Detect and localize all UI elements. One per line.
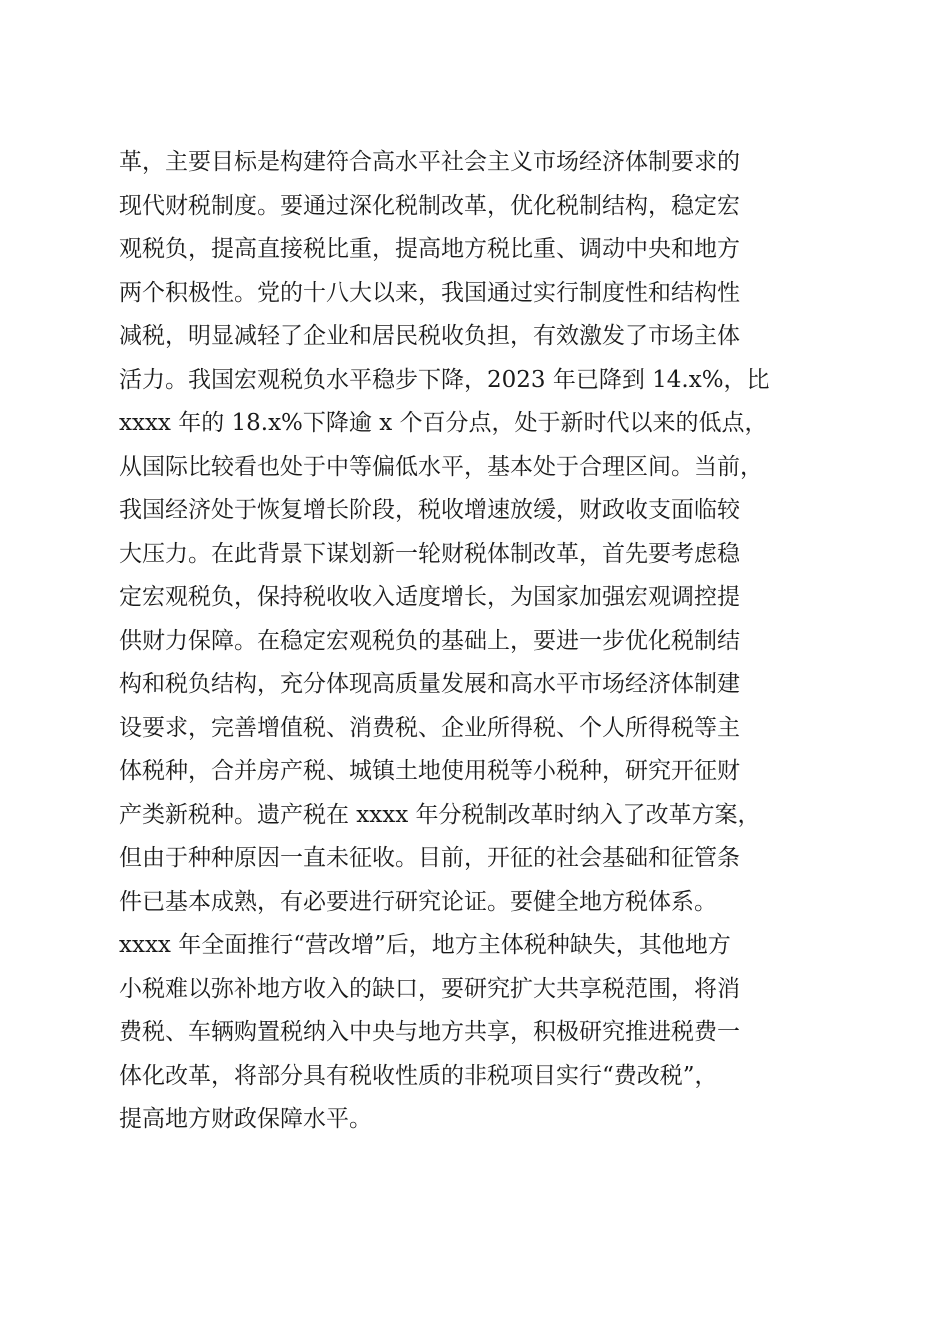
text-line: 提高地方财政保障水平。 [119, 1106, 372, 1132]
text-line: 减税，明显减轻了企业和居民税收负担，有效激发了市场主体 [119, 323, 740, 349]
text-line: 大压力。在此背景下谋划新一轮财税体制改革，首先要考虑稳 [119, 540, 740, 567]
text-line: 供财力保障。在稳定宏观税负的基础上，要进一步优化税制结 [119, 627, 740, 654]
text-line: 我国经济处于恢复增长阶段，税收增速放缓，财政收支面临较 [119, 497, 740, 523]
text-line: 设要求，完善增值税、消费税、企业所得税、个人所得税等主 [119, 714, 740, 741]
text-line: xxxx 年全面推行“营改增”后，地方主体税种缺失，其他地方 [119, 932, 731, 958]
text-line: 革，主要目标是构建符合高水平社会主义市场经济体制要求的 [119, 149, 740, 175]
text-line: 体化改革，将部分具有税收性质的非税项目实行“费改税”， [119, 1062, 718, 1089]
text-line: 活力。我国宏观税负水平稳步下降，2023 年已降到 14.x%，比 [119, 366, 770, 393]
text-line: 从国际比较看也处于中等偏低水平，基本处于合理区间。当前， [119, 453, 763, 480]
text-line: 费税、车辆购置税纳入中央与地方共享，积极研究推进税费一 [119, 1019, 740, 1045]
text-line: 体税种，合并房产税、城镇土地使用税等小税种，研究开征财 [119, 758, 740, 784]
text-line: 但由于种种原因一直未征收。目前，开征的社会基础和征管条 [119, 845, 740, 871]
text-line: 观税负，提高直接税比重，提高地方税比重、调动中央和地方 [119, 236, 740, 262]
text-line: 件已基本成熟，有必要进行研究论证。要健全地方税体系。 [119, 888, 717, 915]
text-line: 现代财税制度。要通过深化税制改革，优化税制结构，稳定宏 [119, 192, 740, 219]
text-line: xxxx 年的 18.x%下降逾 x 个百分点，处于新时代以来的低点， [119, 410, 768, 436]
text-line: 构和税负结构，充分体现高质量发展和高水平市场经济体制建 [119, 671, 740, 697]
text-line: 小税难以弥补地方收入的缺口，要研究扩大共享税范围，将消 [119, 975, 740, 1002]
text-line: 两个积极性。党的十八大以来，我国通过实行制度性和结构性 [119, 279, 740, 306]
body-paragraph [119, 141, 839, 1142]
text-line: 定宏观税负，保持税收收入适度增长，为国家加强宏观调控提 [119, 584, 740, 610]
text-line: 产类新税种。遗产税在 xxxx 年分税制改革时纳入了改革方案， [119, 801, 761, 828]
